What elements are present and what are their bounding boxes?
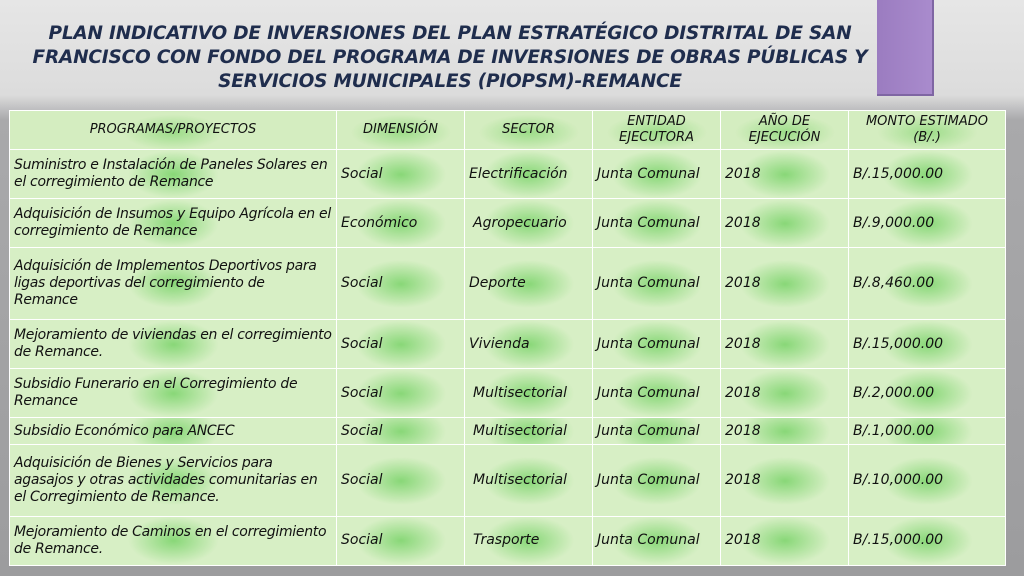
cell-year: 2018	[721, 320, 849, 369]
cell-year: 2018	[721, 445, 849, 517]
cell-dimension: Social	[337, 516, 465, 565]
cell-project: Adquisición de Bienes y Servicios para agasajos y otras actividades comunitarias en el Corregimiento de Remance.	[10, 445, 337, 517]
cell-amount: B/.15,000.00	[849, 320, 1006, 369]
header-sector: SECTOR	[465, 111, 593, 150]
cell-sector: Deporte	[465, 248, 593, 320]
header-dimension: DIMENSIÓN	[337, 111, 465, 150]
page-title: PLAN INDICATIVO DE INVERSIONES DEL PLAN ESTRATÉGICO DISTRITAL DE SAN FRANCISCO CON FONDO DEL PROGRAMA DE INVERSIONES DE OBRAS PÚBLICAS Y SERVICIOS MUNICIPALES (PIOPSM)-REMANCE	[32, 23, 868, 92]
cell-project: Subsidio Funerario en el Corregimiento de Remance	[10, 369, 337, 418]
cell-year: 2018	[721, 150, 849, 199]
table-row	[10, 516, 1006, 565]
cell-dimension: Social	[337, 150, 465, 199]
cell-project: Mejoramiento de Caminos en el corregimiento de Remance.	[10, 516, 337, 565]
cell-entity: Junta Comunal	[593, 369, 721, 418]
cell-entity: Junta Comunal	[593, 445, 721, 517]
cell-entity: Junta Comunal	[593, 150, 721, 199]
cell-amount: B/.10,000.00	[849, 445, 1006, 517]
cell-sector: Multisectorial	[465, 369, 593, 418]
table-row	[10, 320, 1006, 369]
cell-project: Subsidio Económico para ANCEC	[10, 418, 337, 445]
cell-dimension: Económico	[337, 199, 465, 248]
cell-amount: B/.1,000.00	[849, 418, 1006, 445]
cell-entity: Junta Comunal	[593, 418, 721, 445]
cell-year: 2018	[721, 248, 849, 320]
cell-dimension: Social	[337, 320, 465, 369]
cell-amount: B/.2,000.00	[849, 369, 1006, 418]
cell-dimension: Social	[337, 248, 465, 320]
cell-dimension: Social	[337, 418, 465, 445]
cell-dimension: Social	[337, 445, 465, 517]
cell-amount: B/.8,460.00	[849, 248, 1006, 320]
cell-entity: Junta Comunal	[593, 248, 721, 320]
table-row	[10, 248, 1006, 320]
table-row	[10, 199, 1006, 248]
cell-year: 2018	[721, 418, 849, 445]
cell-amount: B/.15,000.00	[849, 150, 1006, 199]
cell-sector: Multisectorial	[465, 445, 593, 517]
cell-entity: Junta Comunal	[593, 199, 721, 248]
accent-bar	[877, 0, 934, 96]
header-amount: MONTO ESTIMADO (B/.)	[849, 111, 1006, 150]
header-programs: PROGRAMAS/PROYECTOS	[10, 111, 337, 150]
cell-amount: B/.15,000.00	[849, 516, 1006, 565]
cell-project: Mejoramiento de viviendas en el corregimiento de Remance.	[10, 320, 337, 369]
cell-sector: Vivienda	[465, 320, 593, 369]
table-header-row	[10, 111, 1006, 150]
cell-year: 2018	[721, 199, 849, 248]
header-year: AÑO DE EJECUCIÓN	[721, 111, 849, 150]
table-row	[10, 418, 1006, 445]
cell-amount: B/.9,000.00	[849, 199, 1006, 248]
cell-entity: Junta Comunal	[593, 516, 721, 565]
cell-year: 2018	[721, 369, 849, 418]
header-entity: ENTIDAD EJECUTORA	[593, 111, 721, 150]
cell-dimension: Social	[337, 369, 465, 418]
cell-entity: Junta Comunal	[593, 320, 721, 369]
cell-sector: Multisectorial	[465, 418, 593, 445]
cell-sector: Trasporte	[465, 516, 593, 565]
cell-project: Adquisición de Implementos Deportivos para ligas deportivas del corregimiento de Remance	[10, 248, 337, 320]
cell-sector: Agropecuario	[465, 199, 593, 248]
investment-table	[9, 110, 1006, 566]
table-row	[10, 445, 1006, 517]
cell-project: Suministro e Instalación de Paneles Solares en el corregimiento de Remance	[10, 150, 337, 199]
cell-sector: Electrificación	[465, 150, 593, 199]
cell-year: 2018	[721, 516, 849, 565]
cell-project: Adquisición de Insumos y Equipo Agrícola en el corregimiento de Remance	[10, 199, 337, 248]
table-row	[10, 369, 1006, 418]
table-row	[10, 150, 1006, 199]
